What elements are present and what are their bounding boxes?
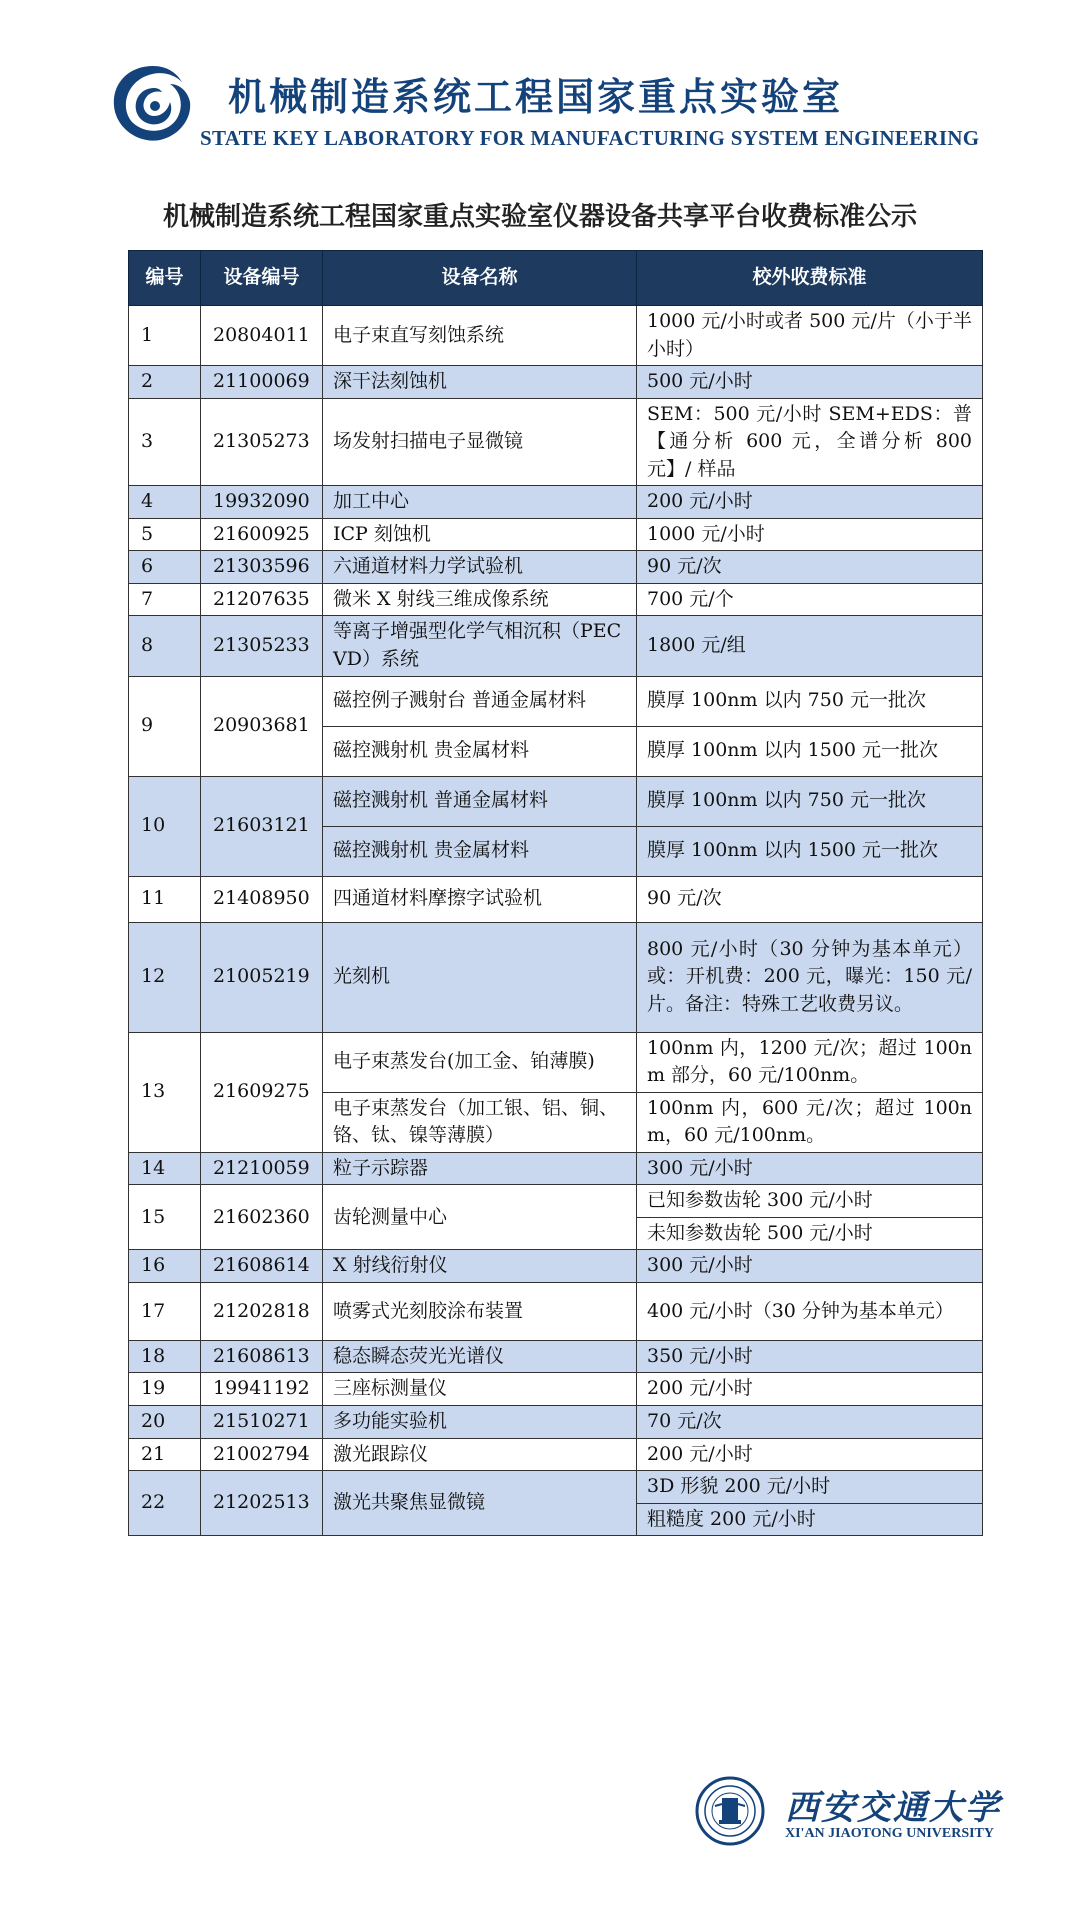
lab-swirl-logo-icon	[108, 62, 198, 148]
cell-equipment-code: 21100069	[201, 366, 323, 399]
cell-number: 19	[129, 1373, 201, 1406]
cell-equipment-code: 21608613	[201, 1340, 323, 1373]
cell-equipment-code: 21210059	[201, 1152, 323, 1185]
cell-fee: 已知参数齿轮 300 元/小时	[637, 1185, 983, 1218]
cell-equipment-name: 微米 X 射线三维成像系统	[323, 583, 637, 616]
table-row	[129, 551, 983, 584]
cell-fee: 400 元/小时（30 分钟为基本单元）	[637, 1282, 983, 1340]
cell-fee: 500 元/小时	[637, 366, 983, 399]
cell-fee: 350 元/小时	[637, 1340, 983, 1373]
cell-number: 18	[129, 1340, 201, 1373]
cell-number: 8	[129, 616, 201, 676]
cell-equipment-code: 21202818	[201, 1282, 323, 1340]
cell-fee: 膜厚 100nm 以内 750 元一批次	[637, 776, 983, 826]
table-row	[129, 1406, 983, 1439]
cell-equipment-code: 21303596	[201, 551, 323, 584]
cell-fee: 1000 元/小时	[637, 518, 983, 551]
cell-equipment-code: 21602360	[201, 1185, 323, 1250]
cell-equipment-code: 20903681	[201, 676, 323, 776]
cell-equipment-name: 多功能实验机	[323, 1406, 637, 1439]
cell-equipment-code: 21002794	[201, 1438, 323, 1471]
cell-number: 15	[129, 1185, 201, 1250]
table-row	[129, 1340, 983, 1373]
cell-equipment-code: 21305233	[201, 616, 323, 676]
fee-table	[128, 250, 983, 1536]
cell-number: 2	[129, 366, 201, 399]
table-row	[129, 922, 983, 1032]
table-row	[129, 486, 983, 519]
cell-equipment-name: 三座标测量仪	[323, 1373, 637, 1406]
cell-number: 12	[129, 922, 201, 1032]
cell-equipment-code: 21207635	[201, 583, 323, 616]
table-row	[129, 366, 983, 399]
table-row	[129, 1373, 983, 1406]
cell-number: 6	[129, 551, 201, 584]
table-row	[129, 876, 983, 922]
cell-fee: 200 元/小时	[637, 1373, 983, 1406]
cell-equipment-code: 21005219	[201, 922, 323, 1032]
table-row	[129, 1282, 983, 1340]
cell-equipment-name: 喷雾式光刻胶涂布装置	[323, 1282, 637, 1340]
cell-fee: 200 元/小时	[637, 486, 983, 519]
cell-number: 20	[129, 1406, 201, 1439]
cell-fee: 1000 元/小时或者 500 元/片（小于半小时）	[637, 306, 983, 366]
university-name-en: XI'AN JIAOTONG UNIVERSITY	[785, 1826, 995, 1841]
cell-fee: 90 元/次	[637, 551, 983, 584]
cell-number: 9	[129, 676, 201, 776]
lab-name-en: STATE KEY LABORATORY FOR MANUFACTURING SYSTEM ENGINEERING	[200, 126, 980, 150]
cell-fee: 1800 元/组	[637, 616, 983, 676]
cell-number: 5	[129, 518, 201, 551]
table-row	[129, 398, 983, 486]
table-row	[129, 1185, 983, 1218]
cell-equipment-code: 21408950	[201, 876, 323, 922]
cell-equipment-name: 四通道材料摩擦字试验机	[323, 876, 637, 922]
cell-equipment-name: 磁控溅射机 贵金属材料	[323, 726, 637, 776]
cell-number: 10	[129, 776, 201, 876]
page-title: 机械制造系统工程国家重点实验室仪器设备共享平台收费标准公示	[162, 202, 917, 232]
cell-equipment-code: 21603121	[201, 776, 323, 876]
university-seal-icon	[695, 1776, 765, 1846]
cell-fee: 3D 形貌 200 元/小时	[637, 1471, 983, 1504]
cell-number: 4	[129, 486, 201, 519]
cell-fee: 100nm 内，600 元/次；超过 100nm，60 元/100nm。	[637, 1092, 983, 1152]
cell-equipment-code: 21600925	[201, 518, 323, 551]
cell-fee: 300 元/小时	[637, 1250, 983, 1283]
cell-equipment-code: 20804011	[201, 306, 323, 366]
column-header-code: 设备编号	[201, 251, 323, 306]
lab-header	[0, 0, 1080, 180]
table-row	[129, 676, 983, 726]
cell-equipment-name: 磁控溅射机 普通金属材料	[323, 776, 637, 826]
cell-equipment-name: 电子束蒸发台(加工金、铂薄膜)	[323, 1032, 637, 1092]
column-header-no: 编号	[129, 251, 201, 306]
cell-equipment-code: 21608614	[201, 1250, 323, 1283]
cell-fee: 粗糙度 200 元/小时	[637, 1503, 983, 1536]
cell-equipment-name: 六通道材料力学试验机	[323, 551, 637, 584]
table-row	[129, 1152, 983, 1185]
cell-equipment-name: 等离子增强型化学气相沉积（PECVD）系统	[323, 616, 637, 676]
university-name-cn: 西安交通大学	[785, 1788, 1001, 1828]
cell-equipment-code: 21305273	[201, 398, 323, 486]
cell-number: 21	[129, 1438, 201, 1471]
table-row	[129, 1032, 983, 1092]
cell-number: 22	[129, 1471, 201, 1536]
table-row	[129, 1250, 983, 1283]
cell-fee: 90 元/次	[637, 876, 983, 922]
cell-equipment-code: 21202513	[201, 1471, 323, 1536]
table-row	[129, 776, 983, 826]
cell-number: 1	[129, 306, 201, 366]
cell-equipment-name: 电子束直写刻蚀系统	[323, 306, 637, 366]
cell-number: 17	[129, 1282, 201, 1340]
cell-equipment-name: 光刻机	[323, 922, 637, 1032]
cell-fee: 膜厚 100nm 以内 750 元一批次	[637, 676, 983, 726]
table-row	[129, 306, 983, 366]
cell-equipment-name: 电子束蒸发台（加工银、铝、铜、铬、钛、镍等薄膜）	[323, 1092, 637, 1152]
cell-number: 11	[129, 876, 201, 922]
cell-fee: 膜厚 100nm 以内 1500 元一批次	[637, 726, 983, 776]
table-row	[129, 583, 983, 616]
table-row	[129, 518, 983, 551]
column-header-fee: 校外收费标准	[637, 251, 983, 306]
table-row	[129, 616, 983, 676]
cell-equipment-code: 19941192	[201, 1373, 323, 1406]
cell-fee: 300 元/小时	[637, 1152, 983, 1185]
cell-fee: 70 元/次	[637, 1406, 983, 1439]
cell-number: 7	[129, 583, 201, 616]
lab-name-cn: 机械制造系统工程国家重点实验室	[228, 75, 844, 119]
cell-fee: 100nm 内，1200 元/次；超过 100nm 部分，60 元/100nm。	[637, 1032, 983, 1092]
cell-fee: 700 元/个	[637, 583, 983, 616]
cell-equipment-name: 激光共聚焦显微镜	[323, 1471, 637, 1536]
cell-fee: 800 元/小时（30 分钟为基本单元）或：开机费：200 元，曝光：150 元/片。备注：特殊工艺收费另议。	[637, 922, 983, 1032]
table-body	[129, 306, 983, 1536]
cell-number: 16	[129, 1250, 201, 1283]
table-header-row	[129, 251, 983, 306]
cell-equipment-name: 齿轮测量中心	[323, 1185, 637, 1250]
cell-equipment-name: 粒子示踪器	[323, 1152, 637, 1185]
university-footer	[695, 1776, 1001, 1876]
column-header-name: 设备名称	[323, 251, 637, 306]
cell-equipment-code: 19932090	[201, 486, 323, 519]
cell-equipment-name: 稳态瞬态荧光光谱仪	[323, 1340, 637, 1373]
cell-equipment-name: ICP 刻蚀机	[323, 518, 637, 551]
cell-fee: SEM：500 元/小时 SEM+EDS：普【通分析 600 元，全谱分析 800 元】/ 样品	[637, 398, 983, 486]
cell-equipment-name: 深干法刻蚀机	[323, 366, 637, 399]
cell-number: 3	[129, 398, 201, 486]
cell-equipment-name: 激光跟踪仪	[323, 1438, 637, 1471]
cell-equipment-name: 加工中心	[323, 486, 637, 519]
cell-equipment-name: 磁控例子溅射台 普通金属材料	[323, 676, 637, 726]
cell-fee: 未知参数齿轮 500 元/小时	[637, 1217, 983, 1250]
cell-equipment-name: 磁控溅射机 贵金属材料	[323, 826, 637, 876]
cell-number: 13	[129, 1032, 201, 1152]
table-row	[129, 1438, 983, 1471]
cell-number: 14	[129, 1152, 201, 1185]
cell-equipment-code: 21510271	[201, 1406, 323, 1439]
cell-fee: 200 元/小时	[637, 1438, 983, 1471]
cell-equipment-name: X 射线衍射仪	[323, 1250, 637, 1283]
table-row	[129, 1471, 983, 1504]
cell-equipment-name: 场发射扫描电子显微镜	[323, 398, 637, 486]
cell-fee: 膜厚 100nm 以内 1500 元一批次	[637, 826, 983, 876]
cell-equipment-code: 21609275	[201, 1032, 323, 1152]
